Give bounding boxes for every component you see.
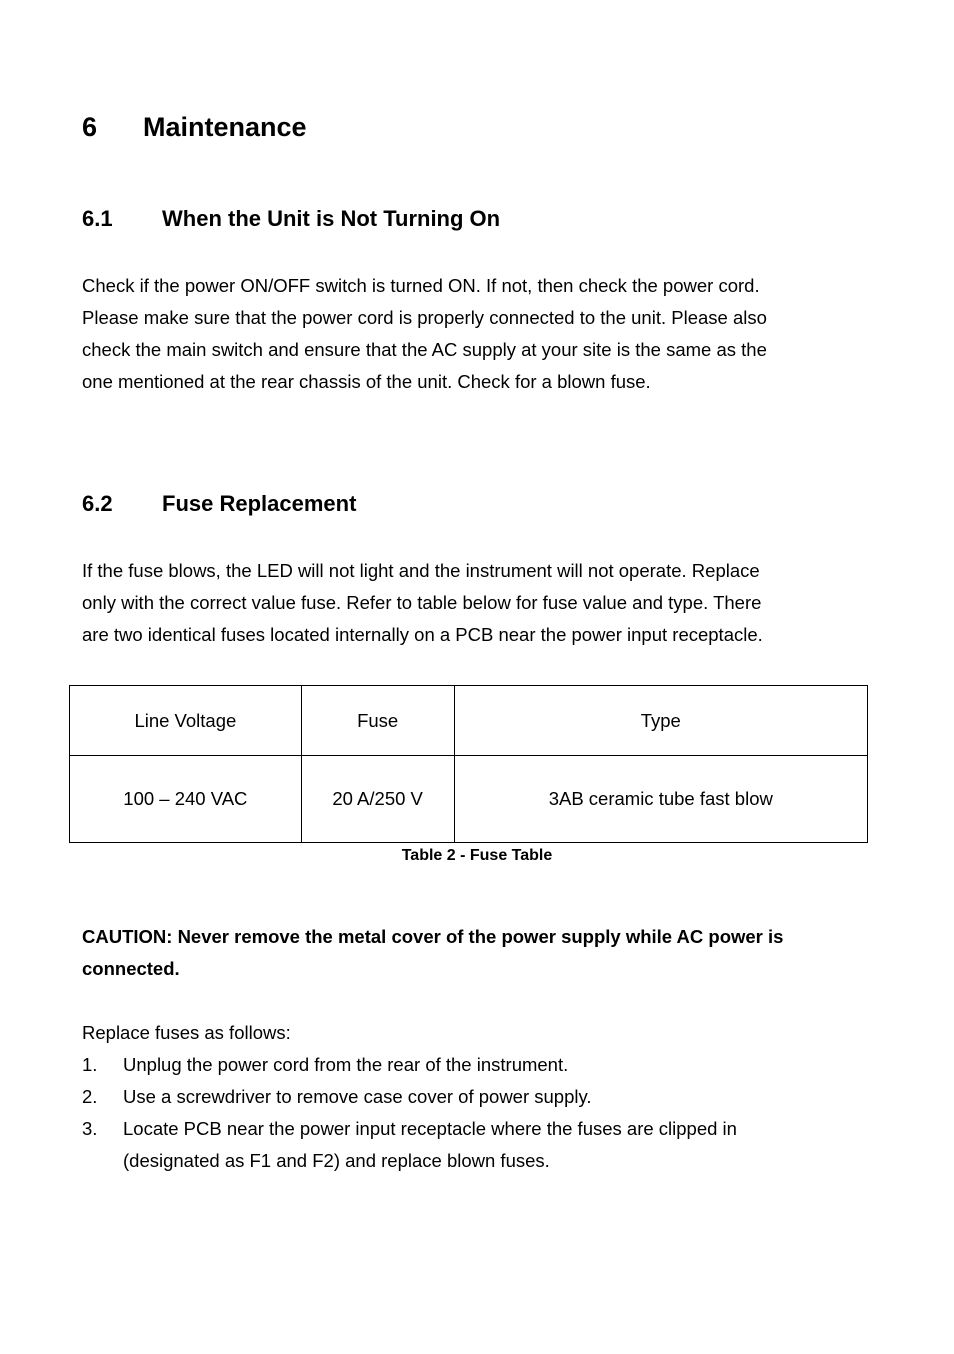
subsection-title-6-2: Fuse Replacement bbox=[162, 491, 357, 516]
paragraph-line: check the main switch and ensure that the AC supply at your site is the same as the bbox=[82, 339, 767, 360]
paragraph-line: one mentioned at the rear chassis of the unit. Check for a blown fuse. bbox=[82, 371, 651, 392]
paragraph-line: are two identical fuses located internally on a PCB near the power input receptacle. bbox=[82, 624, 763, 645]
step-line: Unplug the power cord from the rear of the instrument. bbox=[123, 1054, 569, 1075]
table-row bbox=[70, 756, 868, 843]
replace-intro: Replace fuses as follows: bbox=[82, 1022, 291, 1043]
fuse-table bbox=[69, 685, 868, 843]
section-title: Maintenance bbox=[143, 112, 307, 142]
table-header-cell: Line Voltage bbox=[70, 686, 302, 756]
paragraph-line: only with the correct value fuse. Refer to table below for fuse value and type. There bbox=[82, 592, 762, 613]
paragraph-line: If the fuse blows, the LED will not light and the instrument will not operate. Replace bbox=[82, 560, 760, 581]
step-line: Locate PCB near the power input receptacle where the fuses are clipped in bbox=[123, 1118, 737, 1139]
step-number: 1. bbox=[82, 1054, 98, 1075]
section-number: 6 bbox=[82, 112, 98, 142]
table-caption: Table 2 - Fuse Table bbox=[401, 847, 553, 864]
step-text bbox=[123, 1081, 592, 1113]
step-line: Use a screwdriver to remove case cover of power supply. bbox=[123, 1086, 592, 1107]
caution-note bbox=[82, 921, 882, 985]
step-text bbox=[123, 1049, 568, 1081]
subsection-number-6-2: 6.2 bbox=[82, 491, 113, 516]
table-header-cell: Type bbox=[454, 686, 867, 756]
table-cell: 3AB ceramic tube fast blow bbox=[454, 756, 867, 843]
paragraph-unit-not-turning-on bbox=[82, 270, 882, 398]
step-number: 3. bbox=[82, 1118, 98, 1139]
caution-line: CAUTION: Never remove the metal cover of the power supply while AC power is bbox=[82, 926, 784, 947]
table-header-cell: Fuse bbox=[301, 686, 454, 756]
subsection-title-6-1: When the Unit is Not Turning On bbox=[162, 206, 501, 231]
paragraph-line: Please make sure that the power cord is properly connected to the unit. Please also bbox=[82, 307, 767, 328]
table-header-row bbox=[70, 686, 868, 756]
step-number: 2. bbox=[82, 1086, 98, 1107]
step-line: (designated as F1 and F2) and replace blown fuses. bbox=[123, 1150, 550, 1171]
paragraph-fuse-replacement bbox=[82, 555, 882, 651]
table-cell: 100 – 240 VAC bbox=[70, 756, 302, 843]
table-cell: 20 A/250 V bbox=[301, 756, 454, 843]
paragraph-line: Check if the power ON/OFF switch is turned ON. If not, then check the power cord. bbox=[82, 275, 760, 296]
subsection-number-6-1: 6.1 bbox=[82, 206, 113, 231]
step-text bbox=[123, 1113, 737, 1177]
caution-line: connected. bbox=[82, 958, 180, 979]
